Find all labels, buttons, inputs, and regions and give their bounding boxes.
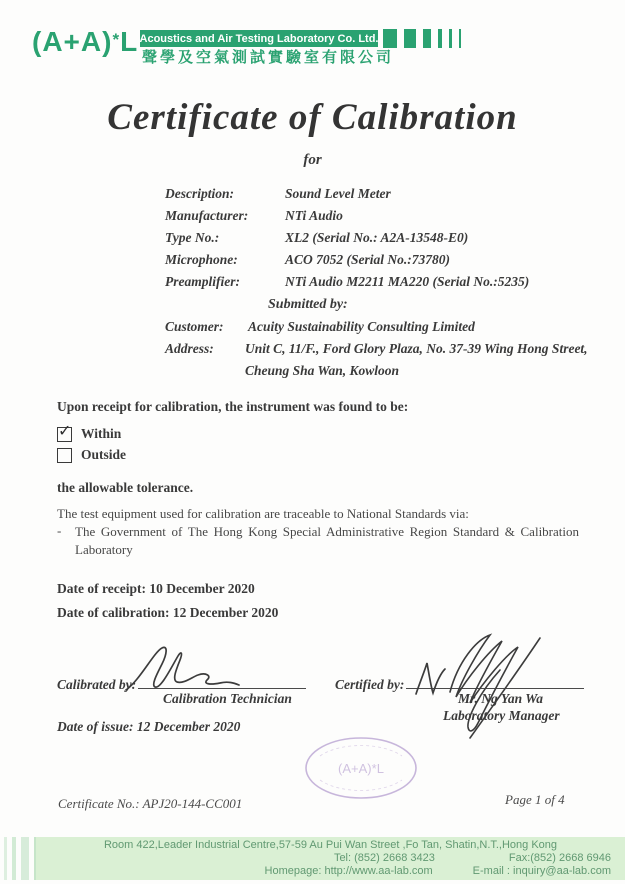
certified-signature-line — [406, 674, 584, 689]
certificate-number: Certificate No.: APJ20-144-CC001 — [58, 796, 243, 811]
field-value: XL2 (Serial No.: A2A-13548-E0) — [285, 230, 469, 245]
company-logo — [32, 26, 138, 58]
company-stamp — [302, 734, 420, 802]
customer-row — [165, 319, 475, 335]
field-value: NTi Audio M2211 MA220 (Serial No.:5235) — [285, 274, 530, 289]
field-row-manufacturer — [165, 208, 529, 230]
footer-email[interactable]: E-mail : inquiry@aa-lab.com — [472, 865, 611, 877]
field-label: Type No.: — [165, 230, 220, 245]
calibrated-by-label: Calibrated by: — [57, 677, 137, 692]
bullet-dash: - — [57, 523, 62, 538]
company-name-zh: 聲學及空氣測試實驗室有限公司 — [142, 49, 395, 66]
footer-tel: Tel: (852) 2668 3423 — [333, 852, 435, 864]
logo-star: * — [112, 30, 121, 49]
footer-phone-line — [36, 852, 625, 865]
header-barcode-decoration — [383, 29, 461, 48]
check-icon: ✓ — [58, 420, 72, 440]
instrument-fields — [165, 186, 529, 296]
field-row-description — [165, 186, 529, 208]
field-row-type-no — [165, 230, 529, 252]
address-value-line2: Cheung Sha Wan, Kowloon — [245, 363, 400, 378]
footer-homepage[interactable]: Homepage: http://www.aa-lab.com — [264, 865, 433, 877]
checkbox-outside[interactable] — [57, 448, 72, 463]
logo-main: (A+A) — [32, 26, 113, 57]
option-outside-label: Outside — [81, 447, 127, 462]
field-label: Description: — [165, 186, 234, 201]
stamp-text: (A+A)*L — [338, 761, 384, 776]
bullet-text: The Government of The Hong Kong Special Administrative Region Standard & Calibration Laboratory — [75, 524, 579, 557]
for-label: for — [303, 152, 322, 168]
calibrated-by-title: Calibration Technician — [163, 691, 292, 706]
certified-by-label: Certified by: — [335, 677, 405, 692]
traceability-bullet — [57, 523, 579, 559]
date-of-calibration: Date of calibration: 12 December 2020 — [57, 605, 279, 620]
field-label: Microphone: — [165, 252, 238, 267]
field-row-preamplifier — [165, 274, 529, 296]
date-of-issue: Date of issue: 12 December 2020 — [57, 719, 241, 734]
footer-contact-band — [36, 837, 625, 880]
date-of-receipt: Date of receipt: 10 December 2020 — [57, 581, 255, 596]
footer-web-line — [36, 865, 625, 878]
address-row — [165, 341, 588, 357]
field-row-microphone — [165, 252, 529, 274]
option-within-label: Within — [81, 426, 122, 441]
page-title: Certificate of Calibration — [107, 97, 518, 138]
company-name-en: Acoustics and Air Testing Laboratory Co. Ltd. — [139, 32, 379, 45]
address-label: Address: — [165, 341, 214, 356]
certified-by-title: Laboratory Manager — [443, 708, 560, 723]
option-within — [57, 420, 122, 442]
field-value: ACO 7052 (Serial No.:73780) — [285, 252, 450, 267]
customer-value: Acuity Sustainability Consulting Limited — [248, 319, 475, 334]
submitted-by-heading: Submitted by: — [268, 297, 348, 312]
calibrated-signature-line — [138, 674, 306, 689]
logo-l: L — [120, 26, 139, 57]
field-label: Manufacturer: — [165, 208, 249, 223]
company-name-banner — [140, 30, 378, 47]
checkbox-within[interactable] — [57, 420, 72, 442]
findings-intro: Upon receipt for calibration, the instrument was found to be: — [57, 399, 409, 414]
field-value: Sound Level Meter — [285, 186, 391, 201]
page-number: Page 1 of 4 — [505, 792, 565, 807]
field-label: Preamplifier: — [165, 274, 240, 289]
option-outside — [57, 447, 126, 463]
findings-outro: the allowable tolerance. — [57, 480, 194, 495]
customer-label: Customer: — [165, 319, 224, 334]
traceability-intro: The test equipment used for calibration are traceable to National Standards via: — [57, 506, 469, 521]
certified-by-name: Mr. Ng Yan Wa — [458, 691, 544, 706]
footer-address: Room 422,Leader Industrial Centre,57-59 Au Pui Wan Street ,Fo Tan, Shatin,N.T.,Hong Kong — [103, 839, 558, 851]
footer-fax: Fax:(852) 2668 6946 — [508, 852, 611, 864]
field-value: NTi Audio — [285, 208, 343, 223]
address-value-line1: Unit C, 11/F., Ford Glory Plaza, No. 37-39 Wing Hong Street, — [245, 341, 588, 356]
